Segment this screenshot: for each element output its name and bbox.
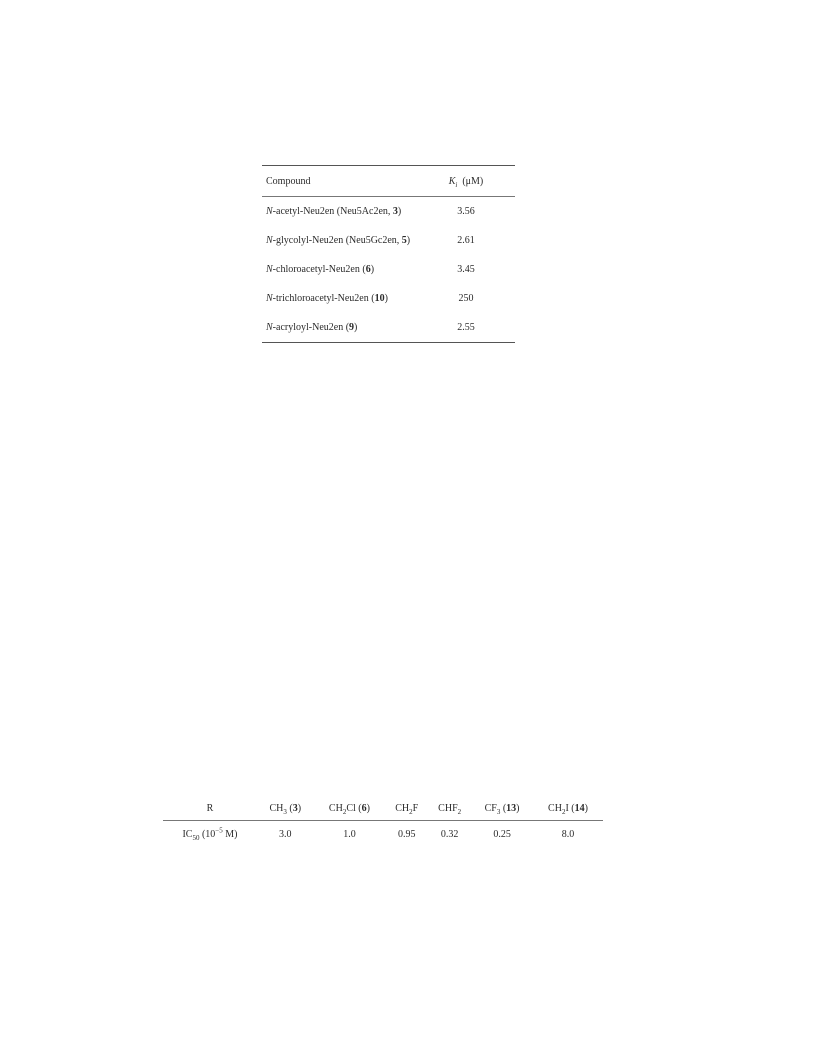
unit-exponent: −5	[215, 826, 223, 835]
unit-part: M)	[222, 828, 238, 840]
compound-number: 14	[574, 802, 585, 814]
formula-base: CH	[328, 802, 343, 814]
ic50-value: 8.0	[561, 828, 575, 840]
compound-label: -acryloyl-Neu2en (	[272, 322, 350, 333]
row-label-r: R	[163, 796, 257, 821]
substituent-header	[428, 796, 471, 821]
formula-tail: (	[286, 802, 293, 814]
ic50-value: 0.32	[440, 828, 459, 840]
compound-number: 6	[365, 264, 371, 275]
row-label-ic50	[163, 821, 257, 848]
formula-subscript: 2	[409, 807, 413, 816]
formula-tail: (	[500, 802, 507, 814]
compound-name	[262, 313, 430, 343]
close-paren: )	[406, 235, 411, 246]
ki-header	[430, 166, 515, 197]
ic50-table	[163, 796, 603, 847]
compound-number: 9	[349, 322, 355, 333]
close-paren: )	[297, 802, 302, 814]
compound-name	[262, 255, 430, 284]
compound-number: 10	[374, 293, 385, 304]
compound-label: -trichloroacetyl-Neu2en (	[272, 293, 375, 304]
table-row	[262, 313, 515, 343]
substituent-row	[163, 796, 603, 821]
ic-subscript: 50	[192, 833, 200, 842]
table-row	[262, 226, 515, 255]
formula-mid: F	[412, 802, 419, 814]
close-paren: )	[366, 802, 370, 814]
ki-table	[262, 165, 515, 343]
compound-name	[262, 226, 430, 255]
compound-number: 3	[392, 206, 398, 217]
ki-value: 2.61	[457, 235, 475, 246]
ic50-value: 3.0	[279, 828, 292, 840]
close-paren: )	[370, 264, 375, 275]
substituent-header	[385, 796, 428, 821]
ic50-value: 0.95	[397, 828, 416, 840]
n-prefix: N	[266, 206, 273, 217]
formula-mid: I	[565, 802, 569, 814]
formula-subscript: 2	[561, 807, 566, 816]
close-paren: )	[584, 802, 588, 814]
n-prefix: N	[266, 264, 273, 275]
close-paren: )	[384, 293, 388, 304]
n-prefix: N	[266, 322, 273, 333]
n-prefix: N	[266, 293, 273, 304]
formula-subscript: 2	[342, 807, 347, 816]
formula-base: CH	[548, 802, 562, 814]
close-paren: )	[397, 206, 402, 217]
unit-part: (10	[199, 828, 216, 840]
ki-table-header-row	[262, 166, 515, 197]
compound-number: 6	[361, 802, 367, 814]
compound-number: 3	[292, 802, 298, 814]
formula-tail: (	[355, 802, 362, 814]
close-paren: )	[354, 322, 358, 333]
ic50-value: 0.25	[493, 828, 511, 840]
ki-value: 3.45	[457, 264, 475, 275]
formula-subscript: 3	[496, 807, 501, 816]
compound-number: 5	[401, 235, 407, 246]
ki-subscript: i	[455, 180, 458, 189]
ic-label: IC	[182, 828, 193, 840]
ki-value: 3.56	[457, 206, 475, 217]
compound-label: -acetyl-Neu2en (Neu5Ac2en,	[272, 206, 393, 217]
compound-number: 13	[506, 802, 517, 814]
ki-unit: (μM)	[462, 175, 484, 187]
substituent-header	[471, 796, 533, 821]
ki-value: 2.55	[430, 313, 515, 343]
formula-subscript: 3	[283, 807, 287, 816]
ic50-value: 1.0	[343, 828, 356, 840]
compound-label: -chloroacetyl-Neu2en (	[272, 264, 366, 275]
n-prefix: N	[266, 235, 273, 246]
table-row	[262, 197, 515, 227]
substituent-header	[257, 796, 314, 821]
substituent-header	[533, 796, 603, 821]
close-paren: )	[516, 802, 520, 814]
table-row	[262, 284, 515, 313]
ic50-value-row	[163, 821, 603, 848]
compound-name	[262, 284, 430, 313]
formula-base: CF	[484, 802, 497, 814]
compound-label: -glycolyl-Neu2en (Neu5Gc2en,	[272, 235, 402, 246]
formula-tail: (	[568, 802, 575, 814]
formula-base: CHF	[438, 802, 458, 814]
table-row	[262, 255, 515, 284]
formula-base: CH	[269, 802, 284, 814]
compound-name	[262, 197, 430, 227]
formula-subscript: 2	[457, 807, 462, 816]
formula-base: CH	[395, 802, 410, 814]
compound-header: Compound	[262, 166, 430, 197]
formula-mid: Cl	[346, 802, 356, 814]
ki-value: 250	[458, 293, 474, 304]
substituent-header	[314, 796, 386, 821]
ki-symbol: K	[448, 175, 456, 187]
